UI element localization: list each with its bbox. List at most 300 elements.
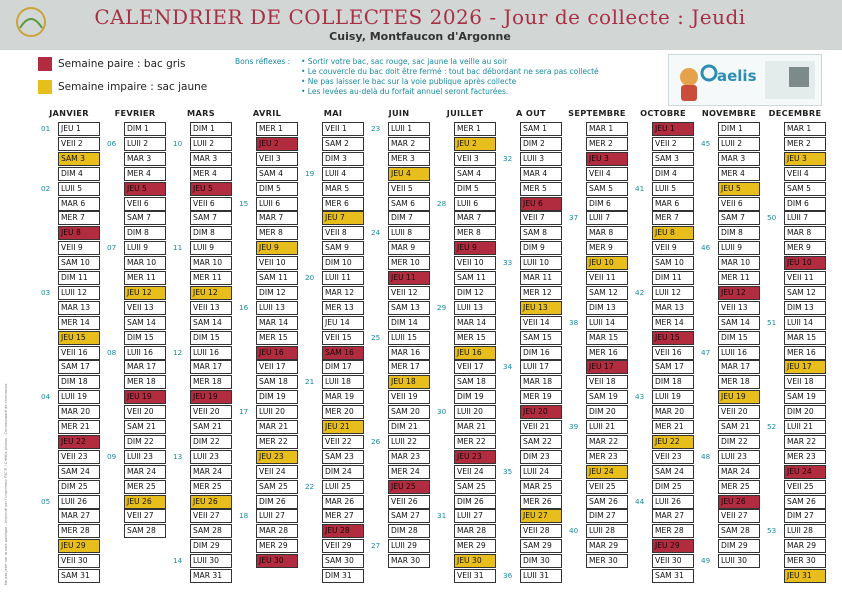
day-cell: SAM 18: [256, 375, 298, 389]
day-cell: SAM 28: [718, 524, 760, 538]
day-cell: DIM 29: [718, 539, 760, 553]
day-cell: DIM 11: [652, 271, 694, 285]
day-cell: LUII 7: [586, 211, 628, 225]
day-cell: DIM 1: [718, 122, 760, 136]
day-cell: SAM 30: [322, 554, 364, 568]
day-cell: VEII 27: [190, 509, 232, 523]
day-cell: VEII 26: [388, 495, 430, 509]
day-cell: MAR 10: [718, 256, 760, 270]
day-cell: VEII 30: [58, 554, 100, 568]
day-cell: LUII 13: [256, 301, 298, 315]
day-cell: MAR 27: [58, 509, 100, 523]
day-cell: MAR 7: [256, 211, 298, 225]
week-number: 31: [437, 511, 447, 521]
day-cell: VEII 23: [58, 450, 100, 464]
day-cell: VEII 7: [520, 211, 562, 225]
day-cell: VEII 31: [454, 569, 496, 583]
day-cell: MAR 30: [388, 554, 430, 568]
day-cell: MER 17: [388, 360, 430, 374]
day-cell: LUII 9: [124, 241, 166, 255]
day-cell: MER 29: [256, 539, 298, 553]
week-number: 07: [107, 243, 117, 253]
day-cell: MER 28: [652, 524, 694, 538]
day-cell: MAR 15: [586, 331, 628, 345]
day-cell: DIM 29: [190, 539, 232, 553]
day-cell: MER 8: [454, 226, 496, 240]
week-number: 09: [107, 451, 117, 461]
day-cell: SAM 19: [586, 390, 628, 404]
day-cell: SAM 10: [652, 256, 694, 270]
day-cell: LUII 7: [784, 211, 826, 225]
day-cell: JEU 9: [454, 241, 496, 255]
day-cell: DIM 15: [124, 331, 166, 345]
day-cell: DIM 19: [454, 390, 496, 404]
day-cell: JEU 19: [190, 390, 232, 404]
week-number: 50: [767, 213, 777, 223]
day-cell: MAR 7: [454, 211, 496, 225]
day-cell: LUII 14: [784, 316, 826, 330]
day-cell: LUII 18: [322, 375, 364, 389]
day-cell: SAM 7: [124, 211, 166, 225]
day-cell: VEII 10: [256, 256, 298, 270]
day-cell: LUII 20: [454, 405, 496, 419]
day-cell: MAR 2: [388, 137, 430, 151]
day-cell: LUII 28: [586, 524, 628, 538]
day-cell: VEII 11: [586, 271, 628, 285]
day-cell: DIM 31: [322, 569, 364, 583]
day-cell: MAR 1: [586, 122, 628, 136]
day-cell: VEII 13: [190, 301, 232, 315]
day-cell: LUII 6: [256, 197, 298, 211]
day-cell: MER 26: [520, 495, 562, 509]
day-cell: MAR 12: [322, 286, 364, 300]
day-cell: VEII 25: [784, 480, 826, 494]
day-cell: VEII 22: [322, 435, 364, 449]
day-cell: SAM 9: [322, 241, 364, 255]
day-cell: VEII 16: [58, 346, 100, 360]
month-header: FEVRIER: [114, 108, 156, 118]
day-cell: MAR 10: [190, 256, 232, 270]
day-cell: LUII 16: [190, 346, 232, 360]
day-cell: LUII 3: [520, 152, 562, 166]
day-cell: SAM 3: [58, 152, 100, 166]
day-cell: LUII 17: [520, 360, 562, 374]
day-cell: DIM 13: [586, 301, 628, 315]
week-number: 41: [635, 183, 645, 193]
day-cell: LUII 8: [388, 226, 430, 240]
day-cell: SAM 25: [454, 480, 496, 494]
day-cell: DIM 9: [520, 241, 562, 255]
day-cell: MAR 20: [652, 405, 694, 419]
day-cell: SAM 21: [190, 420, 232, 434]
day-cell: VEII 15: [322, 331, 364, 345]
day-cell: MER 9: [784, 241, 826, 255]
day-cell: SAM 27: [388, 509, 430, 523]
day-cell: SAM 3: [652, 152, 694, 166]
day-cell: JEU 16: [256, 346, 298, 360]
day-cell: DIM 23: [520, 450, 562, 464]
tip-item: • Sortir votre bac, sac rouge, sac jaune la veille au soir: [301, 57, 508, 66]
day-cell: VEII 2: [58, 137, 100, 151]
week-number: 17: [239, 407, 249, 417]
day-cell: JEU 31: [784, 569, 826, 583]
day-cell: MAR 20: [58, 405, 100, 419]
month-header: JUILLET: [446, 108, 484, 118]
day-cell: SAM 11: [256, 271, 298, 285]
day-cell: JEU 1: [58, 122, 100, 136]
day-cell: SAM 28: [124, 524, 166, 538]
day-cell: VEII 17: [454, 360, 496, 374]
day-cell: DIM 28: [388, 524, 430, 538]
day-cell: MER 15: [256, 331, 298, 345]
day-cell: LUII 9: [718, 241, 760, 255]
day-cell: JEU 29: [58, 539, 100, 553]
day-cell: VEII 27: [124, 509, 166, 523]
day-cell: VEII 4: [586, 167, 628, 181]
week-number: 45: [701, 138, 711, 148]
week-number: 24: [371, 228, 381, 238]
day-cell: LUII 2: [124, 137, 166, 151]
week-number: 21: [305, 377, 315, 387]
tips-label: Bons réflexes :: [235, 57, 291, 66]
day-cell: DIM 11: [58, 271, 100, 285]
day-cell: JEU 30: [454, 554, 496, 568]
day-cell: DIM 4: [652, 167, 694, 181]
day-cell: JEU 8: [652, 226, 694, 240]
week-number: 47: [701, 347, 711, 357]
day-cell: VEII 11: [784, 271, 826, 285]
day-cell: SAM 5: [784, 182, 826, 196]
day-cell: MER 21: [58, 420, 100, 434]
day-cell: DIM 17: [322, 360, 364, 374]
day-cell: LUII 5: [58, 182, 100, 196]
day-cell: SAM 26: [784, 495, 826, 509]
day-cell: MER 22: [256, 435, 298, 449]
day-cell: VEII 3: [256, 152, 298, 166]
day-cell: LUII 12: [58, 286, 100, 300]
day-cell: VEII 16: [652, 346, 694, 360]
day-cell: MER 4: [718, 167, 760, 181]
day-cell: MER 21: [652, 420, 694, 434]
day-cell: JEU 2: [256, 137, 298, 151]
day-cell: JEU 24: [586, 465, 628, 479]
day-cell: MAR 14: [256, 316, 298, 330]
day-cell: DIM 10: [322, 256, 364, 270]
logo-icon: [12, 4, 50, 44]
day-cell: MAR 14: [454, 316, 496, 330]
day-cell: JEU 12: [124, 286, 166, 300]
day-cell: MER 11: [718, 271, 760, 285]
day-cell: SAM 19: [784, 390, 826, 404]
aelis-logo-text: aelis: [717, 67, 757, 85]
day-cell: MER 4: [124, 167, 166, 181]
day-cell: DIM 27: [784, 509, 826, 523]
day-cell: JEU 18: [388, 375, 430, 389]
day-cell: VEII 24: [454, 465, 496, 479]
day-cell: SAM 1: [520, 122, 562, 136]
week-number: 25: [371, 332, 381, 342]
day-cell: VEII 29: [322, 539, 364, 553]
day-cell: MAR 18: [520, 375, 562, 389]
day-cell: MAR 28: [454, 524, 496, 538]
day-cell: MER 19: [520, 390, 562, 404]
day-cell: JEU 22: [58, 435, 100, 449]
day-cell: VEII 24: [256, 465, 298, 479]
tip-item: • Les levées au-delà du forfait annuel seront facturées.: [301, 87, 509, 96]
day-cell: MER 10: [388, 256, 430, 270]
side-legal-text: Ne pas jeter sur la voie publique - Imprimé par l'imprimeur FSC® / Crédits photos : Communauté de communes: [4, 383, 8, 585]
day-cell: JEU 17: [784, 360, 826, 374]
day-cell: DIM 6: [586, 197, 628, 211]
week-number: 06: [107, 138, 117, 148]
day-cell: LUII 23: [190, 450, 232, 464]
day-cell: VEII 5: [388, 182, 430, 196]
day-cell: LUII 1: [388, 122, 430, 136]
day-cell: SAM 31: [58, 569, 100, 583]
day-cell: JEU 29: [652, 539, 694, 553]
week-number: 39: [569, 422, 579, 431]
day-cell: MAR 3: [124, 152, 166, 166]
day-cell: VEII 14: [520, 316, 562, 330]
day-cell: JEU 14: [322, 316, 364, 330]
day-cell: MAR 28: [256, 524, 298, 538]
day-cell: LUII 4: [322, 167, 364, 181]
day-cell: DIM 22: [190, 435, 232, 449]
day-cell: MER 18: [718, 375, 760, 389]
day-cell: LUII 5: [652, 182, 694, 196]
day-cell: MER 20: [322, 405, 364, 419]
day-cell: DIM 24: [322, 465, 364, 479]
day-cell: JEU 24: [784, 465, 826, 479]
day-cell: DIM 14: [388, 316, 430, 330]
day-cell: DIM 19: [256, 390, 298, 404]
day-cell: MER 16: [784, 346, 826, 360]
day-cell: MAR 1: [784, 122, 826, 136]
day-cell: JEU 3: [784, 152, 826, 166]
day-cell: SAM 7: [718, 211, 760, 225]
day-cell: LUII 21: [586, 420, 628, 434]
day-cell: VEII 2: [652, 137, 694, 151]
day-cell: LUII 28: [784, 524, 826, 538]
day-cell: SAM 4: [256, 167, 298, 181]
day-cell: MAR 22: [586, 435, 628, 449]
day-cell: SAM 11: [454, 271, 496, 285]
day-cell: VEII 18: [586, 375, 628, 389]
day-cell: MER 27: [322, 509, 364, 523]
day-cell: MAR 13: [652, 301, 694, 315]
day-cell: DIM 15: [190, 331, 232, 345]
day-cell: JEU 26: [190, 495, 232, 509]
day-cell: SAM 2: [322, 137, 364, 151]
day-cell: MAR 3: [718, 152, 760, 166]
day-cell: VEII 19: [388, 390, 430, 404]
day-cell: MER 2: [784, 137, 826, 151]
day-cell: MER 5: [520, 182, 562, 196]
day-cell: DIM 22: [124, 435, 166, 449]
day-cell: LUII 31: [520, 569, 562, 583]
day-cell: DIM 7: [388, 211, 430, 225]
week-number: 44: [635, 496, 645, 506]
day-cell: JEU 13: [520, 301, 562, 315]
day-cell: DIM 16: [520, 346, 562, 360]
day-cell: MER 14: [652, 316, 694, 330]
day-cell: LUII 20: [256, 405, 298, 419]
day-cell: MAR 25: [520, 480, 562, 494]
week-number: 29: [437, 302, 447, 312]
week-number: 08: [107, 347, 117, 357]
day-cell: MAR 16: [388, 346, 430, 360]
day-cell: SAM 4: [454, 167, 496, 181]
day-cell: MAR 24: [718, 465, 760, 479]
day-cell: MER 28: [58, 524, 100, 538]
day-cell: VEII 1: [322, 122, 364, 136]
page-subtitle: Cuisy, Montfaucon d'Argonne: [329, 30, 511, 43]
day-cell: MAR 4: [520, 167, 562, 181]
day-cell: MAR 24: [124, 465, 166, 479]
day-cell: SAM 25: [256, 480, 298, 494]
day-cell: DIM 5: [256, 182, 298, 196]
day-cell: SAM 20: [388, 405, 430, 419]
day-cell: LUII 15: [388, 331, 430, 345]
day-cell: DIM 21: [388, 420, 430, 434]
week-number: 52: [767, 422, 777, 431]
day-cell: LUII 30: [718, 554, 760, 568]
week-number: 11: [173, 243, 183, 253]
week-number: 12: [173, 347, 183, 357]
day-cell: MAR 5: [322, 182, 364, 196]
month-header: JANVIER: [49, 108, 89, 118]
day-cell: LUII 2: [718, 137, 760, 151]
day-cell: VEII 9: [652, 241, 694, 255]
tips-list: [301, 57, 671, 97]
day-cell: SAM 17: [58, 360, 100, 374]
week-number: 15: [239, 198, 249, 208]
week-number: 32: [503, 153, 513, 163]
day-cell: JEU 6: [520, 197, 562, 211]
day-cell: MAR 10: [124, 256, 166, 270]
day-cell: DIM 18: [652, 375, 694, 389]
day-cell: LUII 26: [58, 495, 100, 509]
day-cell: DIM 8: [718, 226, 760, 240]
day-cell: JEU 3: [586, 152, 628, 166]
day-cell: JEU 11: [388, 271, 430, 285]
week-number: 27: [371, 541, 381, 551]
day-cell: JEU 21: [322, 420, 364, 434]
day-cell: MAR 29: [784, 539, 826, 553]
day-cell: JEU 10: [784, 256, 826, 270]
aelis-banner: [668, 54, 822, 106]
week-number: 43: [635, 392, 645, 402]
day-cell: MAR 17: [718, 360, 760, 374]
day-cell: SAM 23: [322, 450, 364, 464]
day-cell: MAR 24: [190, 465, 232, 479]
day-cell: MER 13: [322, 301, 364, 315]
day-cell: VEII 17: [256, 360, 298, 374]
day-cell: MER 4: [190, 167, 232, 181]
day-cell: JEU 2: [454, 137, 496, 151]
legend-odd: [38, 80, 207, 94]
day-cell: MAR 8: [784, 226, 826, 240]
day-cell: MER 3: [388, 152, 430, 166]
day-cell: LUII 21: [784, 420, 826, 434]
day-cell: DIM 8: [190, 226, 232, 240]
day-cell: JEU 30: [256, 554, 298, 568]
day-cell: LUII 30: [190, 554, 232, 568]
odd-swatch: [38, 80, 52, 94]
day-cell: VEII 9: [58, 241, 100, 255]
day-cell: MAR 8: [586, 226, 628, 240]
day-cell: DIM 5: [454, 182, 496, 196]
week-number: 33: [503, 258, 513, 268]
day-cell: JEU 12: [190, 286, 232, 300]
day-cell: JEU 4: [388, 167, 430, 181]
aelis-illustration-icon: [669, 55, 821, 105]
day-cell: VEII 12: [388, 286, 430, 300]
week-number: 22: [305, 481, 315, 491]
legend-even: [38, 57, 186, 71]
day-cell: VEII 30: [652, 554, 694, 568]
day-cell: LUII 23: [718, 450, 760, 464]
week-number: 13: [173, 451, 183, 461]
day-cell: VEII 20: [124, 405, 166, 419]
day-cell: MER 11: [124, 271, 166, 285]
day-cell: MER 2: [586, 137, 628, 151]
day-cell: VEII 27: [718, 509, 760, 523]
day-cell: SAM 17: [652, 360, 694, 374]
day-cell: JEU 15: [58, 331, 100, 345]
month-header: MAI: [323, 108, 343, 118]
day-cell: DIM 20: [784, 405, 826, 419]
day-cell: JEU 8: [58, 226, 100, 240]
day-cell: DIM 1: [190, 122, 232, 136]
day-cell: MER 7: [652, 211, 694, 225]
day-cell: SAM 14: [124, 316, 166, 330]
month-header: NOVEMBRE: [701, 108, 757, 118]
week-number: 35: [503, 466, 513, 476]
day-cell: MAR 9: [388, 241, 430, 255]
day-cell: MER 14: [58, 316, 100, 330]
day-cell: LUII 9: [190, 241, 232, 255]
day-cell: LUII 26: [652, 495, 694, 509]
day-cell: MAR 21: [256, 420, 298, 434]
day-cell: MAR 31: [190, 569, 232, 583]
week-number: 51: [767, 317, 777, 327]
week-number: 03: [41, 287, 51, 297]
day-cell: SAM 13: [388, 301, 430, 315]
day-cell: MER 29: [454, 539, 496, 553]
day-cell: MER 15: [454, 331, 496, 345]
day-cell: VEII 25: [586, 480, 628, 494]
day-cell: MAR 19: [322, 390, 364, 404]
week-number: 40: [569, 526, 579, 536]
day-cell: DIM 8: [124, 226, 166, 240]
day-cell: LUII 19: [58, 390, 100, 404]
day-cell: MER 1: [256, 122, 298, 136]
month-header: AVRIL: [252, 108, 282, 118]
day-cell: MER 16: [586, 346, 628, 360]
day-cell: MER 24: [388, 465, 430, 479]
day-cell: JEU 27: [520, 509, 562, 523]
day-cell: JEU 19: [718, 390, 760, 404]
even-swatch: [38, 57, 52, 71]
day-cell: MER 30: [586, 554, 628, 568]
month-header: JUIN: [388, 108, 410, 118]
day-cell: LUII 19: [652, 390, 694, 404]
day-cell: SAM 12: [784, 286, 826, 300]
day-cell: SAM 24: [652, 465, 694, 479]
day-cell: VEII 6: [190, 197, 232, 211]
day-cell: MER 18: [190, 375, 232, 389]
